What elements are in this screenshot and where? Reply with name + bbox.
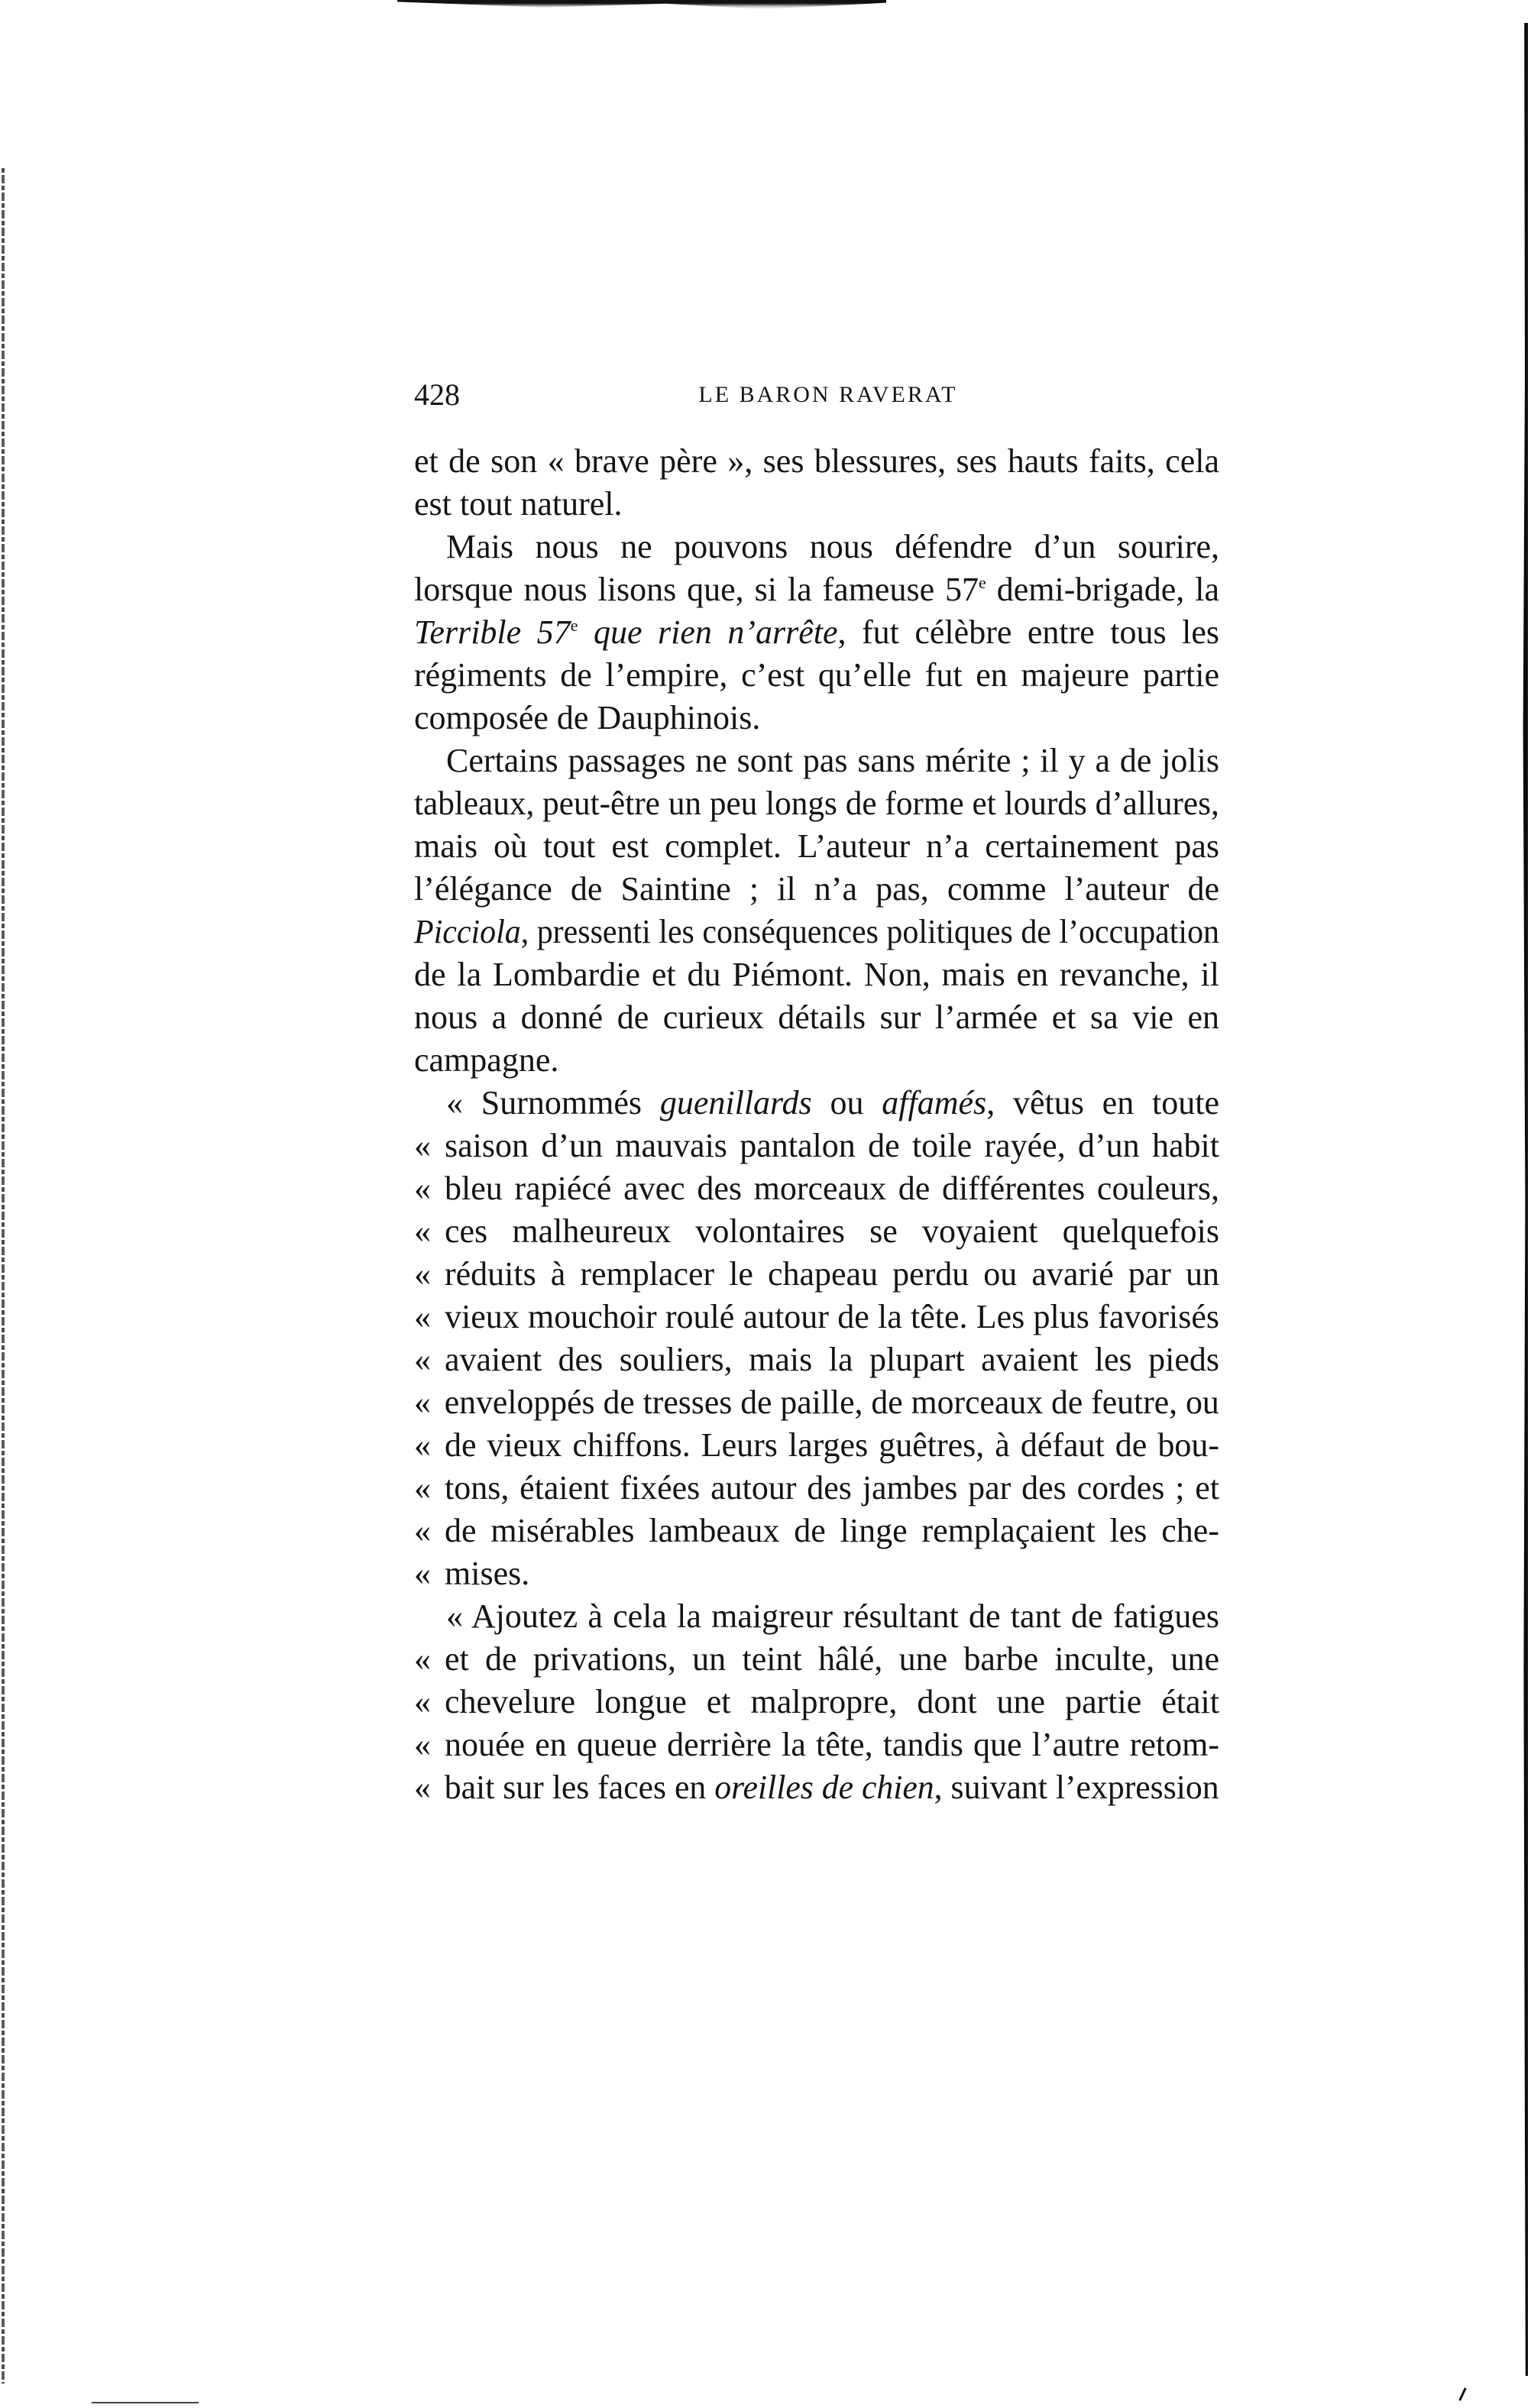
text-run: Certains passages ne sont pas sans mérite ; il y a de jolis [446,742,1219,779]
superscript: e [570,616,578,635]
text-line [414,697,1219,740]
scan-edge-shadow-left [2,168,5,2384]
quoted-line [414,1296,1219,1338]
text-run: tons, étaient fixées autour des jambes par des cordes ; et [445,1469,1219,1507]
quoted-line [414,1510,1219,1552]
text-run: chevelure longue et malpropre, dont une partie était [445,1683,1219,1720]
italic-run: affamés [882,1084,987,1121]
scan-edge-shadow-top [397,0,886,9]
quoted-line [414,1766,1219,1809]
text-run: lorsque nous lisons que, si la fameuse 57 [414,571,979,608]
guillemet: « [414,1170,431,1207]
guillemet: « [414,1683,431,1720]
scan-edge-shadow-right [1522,23,1528,2376]
quoted-line [414,1638,1219,1681]
guillemet: « [414,1384,431,1421]
text-run: campagne. [414,1041,559,1079]
italic-run: Terrible 57 [414,613,571,651]
quoted-line [414,1167,1219,1210]
text-line [414,611,1219,654]
quoted-line [414,1253,1219,1296]
quoted-line [414,1723,1219,1766]
guillemet: « [414,1341,431,1378]
text-run: demi-brigade, la [986,571,1219,608]
text-line [414,568,1219,611]
text-line [414,996,1219,1039]
text-run: nous a donné de curieux détails sur l’armée et sa vie en [414,998,1219,1036]
scan-edge-mark-bottom [92,2402,199,2403]
quoted-line [414,1681,1219,1723]
superscript: e [979,573,986,592]
text-run: de la Lombardie et du Piémont. Non, mais en revanche, il [414,956,1219,993]
text-line [414,868,1219,911]
text-run: mais où tout est complet. L’auteur n’a certainement pas [414,827,1219,865]
italic-run: guenillards [659,1084,812,1121]
text-run: de vieux chiffons. Leurs larges guêtres, à défaut de bou- [445,1426,1219,1464]
paragraph-start-line [414,1082,1219,1125]
guillemet: « [414,1298,431,1335]
quoted-line [414,1467,1219,1510]
text-line [414,911,1219,953]
text-run: « Surnommés [446,1084,660,1121]
page-number: 428 [414,377,460,412]
running-title: LE BARON RAVERAT [698,382,958,407]
text-run: saison d’un mauvais pantalon de toile rayée, d’un habit [445,1127,1219,1164]
text-run: vieux mouchoir roulé autour de la tête. Les plus favorisés [445,1298,1219,1335]
italic-run: Picciola [414,913,521,950]
text-line [414,782,1219,825]
text-line [414,825,1219,868]
guillemet: « [414,1469,431,1507]
guillemet: « [414,1255,431,1293]
paragraph-start-line [414,1595,1219,1638]
text-run: est tout naturel. [414,485,623,523]
text-run: Mais nous ne pouvons nous défendre d’un sourire, [446,528,1219,565]
text-run: avaient des souliers, mais la plupart avaient les pieds [445,1341,1219,1378]
text-run: composée de Dauphinois. [414,699,761,736]
quoted-line [414,1125,1219,1167]
text-line [414,953,1219,996]
quoted-line [414,1424,1219,1467]
text-line [414,483,1219,526]
text-run: nouée en queue derrière la tête, tandis que l’autre retom- [445,1726,1219,1763]
text-line [414,654,1219,697]
text-run: mises. [445,1555,530,1592]
text-run: tableaux, peut-être un peu longs de forme et lourds d’allures, [414,785,1219,822]
text-run: ou [811,1084,882,1121]
text-run: , vêtus en toute [986,1084,1219,1121]
quoted-line [414,1552,1219,1595]
quoted-line [414,1338,1219,1381]
guillemet: « [414,1426,431,1464]
text-run: réduits à remplacer le chapeau perdu ou avarié par un [445,1255,1219,1293]
page-header [414,376,1219,414]
paragraph-start-line [414,526,1219,568]
text-run: et de son « brave père », ses blessures, ses hauts faits, cela [414,442,1219,480]
guillemet: « [414,1127,431,1164]
text-run: enveloppés de tresses de paille, de morceaux de feutre, ou [444,1384,1219,1421]
guillemet: « [414,1769,431,1806]
guillemet: « [414,1212,431,1250]
text-run: de misérables lambeaux de linge remplaçaient les che- [445,1512,1219,1549]
quoted-line [414,1210,1219,1253]
guillemet: « [414,1640,431,1678]
guillemet: « [414,1726,431,1763]
guillemet: « [414,1512,431,1549]
text-line [414,1039,1219,1082]
text-run: l’élégance de Saintine ; il n’a pas, comme l’auteur de [414,870,1219,908]
text-run: bleu rapiécé avec des morceaux de différentes couleurs, [445,1170,1219,1207]
italic-run: oreilles de chien [714,1769,934,1806]
paragraph-start-line [414,740,1219,782]
text-line [414,440,1219,483]
text-run: , pressenti les conséquences politiques de l’occupation [520,913,1220,950]
text-run: , suivant l’expression [934,1769,1219,1806]
text-run: « Ajoutez à cela la maigreur résultant de tant de fatigues [446,1597,1219,1635]
guillemet: « [414,1555,431,1592]
quoted-line [414,1381,1219,1424]
scan-speck [1458,2387,1466,2401]
text-run: régiments de l’empire, c’est qu’elle fut en majeure partie [414,656,1219,694]
text-run: ces malheureux volontaires se voyaient quelquefois [445,1212,1219,1250]
italic-run: que rien n’arrête [578,613,838,651]
text-run: et de privations, un teint hâlé, une barbe inculte, une [445,1640,1219,1678]
text-run: , fut célèbre entre tous les [837,613,1220,651]
text-run: bait sur les faces en [444,1769,715,1806]
